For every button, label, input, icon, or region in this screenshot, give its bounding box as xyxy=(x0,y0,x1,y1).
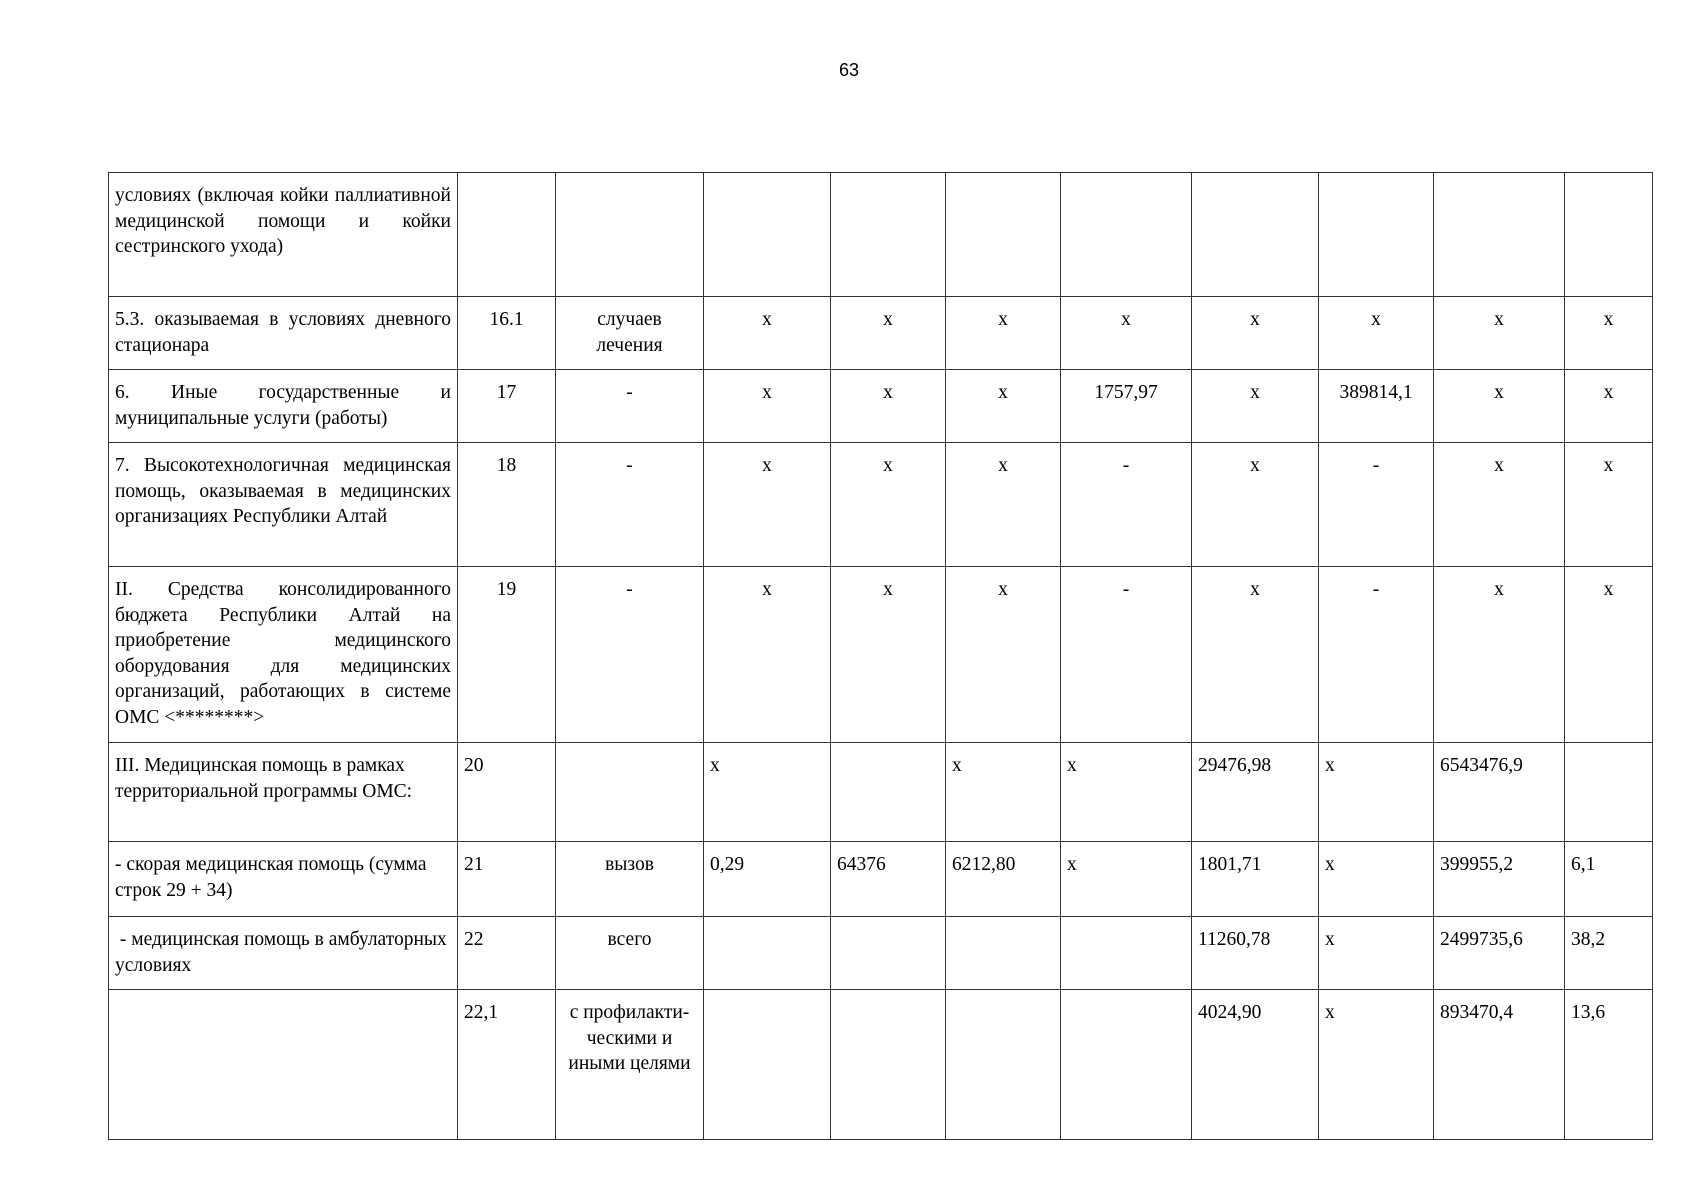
table-cell: х xyxy=(946,567,1061,743)
table-cell: 893470,4 xyxy=(1434,990,1565,1140)
table-cell xyxy=(1565,173,1653,297)
table-cell: 22 xyxy=(458,917,556,990)
table-cell: х xyxy=(1565,443,1653,567)
table-cell: х xyxy=(704,370,831,443)
table-cell: 6543476,9 xyxy=(1434,743,1565,842)
table-cell: х xyxy=(1319,842,1434,917)
table-cell xyxy=(458,173,556,297)
table-cell xyxy=(1434,173,1565,297)
row-label: условиях (включая койки паллиативной медицинской помощи и койки сестринского ухода) xyxy=(109,173,458,297)
table-cell: 2499735,6 xyxy=(1434,917,1565,990)
page-number: 63 xyxy=(838,60,860,80)
table-cell: с профилакти-ческими и иными целями xyxy=(556,990,704,1140)
row-label: II. Средства консолидированного бюджета Республики Алтай на приобретение медицинского оборудования для медицинских организаций, работающих в системе ОМС <********> xyxy=(109,567,458,743)
table-cell xyxy=(704,917,831,990)
table-cell xyxy=(704,990,831,1140)
table-cell: х xyxy=(704,743,831,842)
table-cell: 16.1 xyxy=(458,297,556,370)
table-cell xyxy=(831,743,946,842)
table-cell: х xyxy=(1434,370,1565,443)
table-cell: 13,6 xyxy=(1565,990,1653,1140)
table-row xyxy=(109,370,1653,443)
table-cell: х xyxy=(831,443,946,567)
row-label: - скорая медицинская помощь (сумма строк 29 + 34) xyxy=(109,842,458,917)
row-label: 5.3. оказываемая в условиях дневного стационара xyxy=(109,297,458,370)
table-cell: х xyxy=(1192,370,1319,443)
table-cell xyxy=(831,990,946,1140)
table-cell: х xyxy=(1434,567,1565,743)
table-cell: х xyxy=(1319,297,1434,370)
data-table xyxy=(108,172,1653,1140)
table-cell: х xyxy=(1319,743,1434,842)
table-cell: х xyxy=(1319,917,1434,990)
table-cell: х xyxy=(1319,990,1434,1140)
table-cell xyxy=(1061,173,1192,297)
table-cell: х xyxy=(831,297,946,370)
row-label: - медицинская помощь в амбулаторных условиях xyxy=(109,917,458,990)
table-cell: х xyxy=(831,567,946,743)
table-cell: 38,2 xyxy=(1565,917,1653,990)
table-cell xyxy=(1565,743,1653,842)
table-cell: 6,1 xyxy=(1565,842,1653,917)
table-cell: 1801,71 xyxy=(1192,842,1319,917)
table-cell: 17 xyxy=(458,370,556,443)
table-cell: х xyxy=(946,443,1061,567)
table-cell: 4024,90 xyxy=(1192,990,1319,1140)
table-cell: 1757,97 xyxy=(1061,370,1192,443)
row-label: 6. Иные государственные и муниципальные услуги (работы) xyxy=(109,370,458,443)
table-cell: х xyxy=(946,297,1061,370)
table-cell: х xyxy=(704,297,831,370)
table-row xyxy=(109,917,1653,990)
table-cell: 0,29 xyxy=(704,842,831,917)
table-cell: х xyxy=(1565,567,1653,743)
table-cell: 21 xyxy=(458,842,556,917)
table-cell xyxy=(1061,917,1192,990)
table-cell: 399955,2 xyxy=(1434,842,1565,917)
table-cell: - xyxy=(1319,567,1434,743)
table-row xyxy=(109,842,1653,917)
table-row xyxy=(109,443,1653,567)
table-cell: х xyxy=(1434,297,1565,370)
table-cell: всего xyxy=(556,917,704,990)
table-cell xyxy=(1192,173,1319,297)
table-cell xyxy=(556,173,704,297)
table-cell: х xyxy=(1565,370,1653,443)
table-cell: х xyxy=(831,370,946,443)
table-cell: х xyxy=(704,567,831,743)
table-cell: 22,1 xyxy=(458,990,556,1140)
table-cell xyxy=(946,173,1061,297)
table-cell: 20 xyxy=(458,743,556,842)
table-cell: х xyxy=(1192,567,1319,743)
table-cell: х xyxy=(1434,443,1565,567)
table-cell: случаев лечения xyxy=(556,297,704,370)
table-row xyxy=(109,297,1653,370)
table-row xyxy=(109,990,1653,1140)
table-cell: 389814,1 xyxy=(1319,370,1434,443)
table-cell: 19 xyxy=(458,567,556,743)
table-cell: - xyxy=(1061,443,1192,567)
table-cell: х xyxy=(946,743,1061,842)
table-cell: х xyxy=(704,443,831,567)
table-cell: 29476,98 xyxy=(1192,743,1319,842)
row-label xyxy=(109,990,458,1140)
table-cell: 11260,78 xyxy=(1192,917,1319,990)
table-cell: 64376 xyxy=(831,842,946,917)
table-cell: х xyxy=(1061,842,1192,917)
table-cell xyxy=(556,743,704,842)
table-cell xyxy=(704,173,831,297)
table-cell: х xyxy=(1192,443,1319,567)
table-cell: - xyxy=(556,370,704,443)
table-cell: х xyxy=(1565,297,1653,370)
row-label: III. Медицинская помощь в рамках территориальной программы ОМС: xyxy=(109,743,458,842)
table-cell: - xyxy=(556,567,704,743)
table-cell: х xyxy=(1061,743,1192,842)
table-cell: х xyxy=(1192,297,1319,370)
table-cell: - xyxy=(556,443,704,567)
table-cell xyxy=(946,990,1061,1140)
table-cell: х xyxy=(946,370,1061,443)
table-cell xyxy=(946,917,1061,990)
table-cell: - xyxy=(1061,567,1192,743)
table-cell: 6212,80 xyxy=(946,842,1061,917)
table-cell: х xyxy=(1061,297,1192,370)
table-row xyxy=(109,173,1653,297)
table-cell: вызов xyxy=(556,842,704,917)
table-cell: - xyxy=(1319,443,1434,567)
table-cell xyxy=(1319,173,1434,297)
table-row xyxy=(109,743,1653,842)
table-cell: 18 xyxy=(458,443,556,567)
table-cell xyxy=(831,173,946,297)
table-row xyxy=(109,567,1653,743)
row-label: 7. Высокотехнологичная медицинская помощь, оказываемая в медицинских организациях Республики Алтай xyxy=(109,443,458,567)
table-cell xyxy=(1061,990,1192,1140)
table-cell xyxy=(831,917,946,990)
